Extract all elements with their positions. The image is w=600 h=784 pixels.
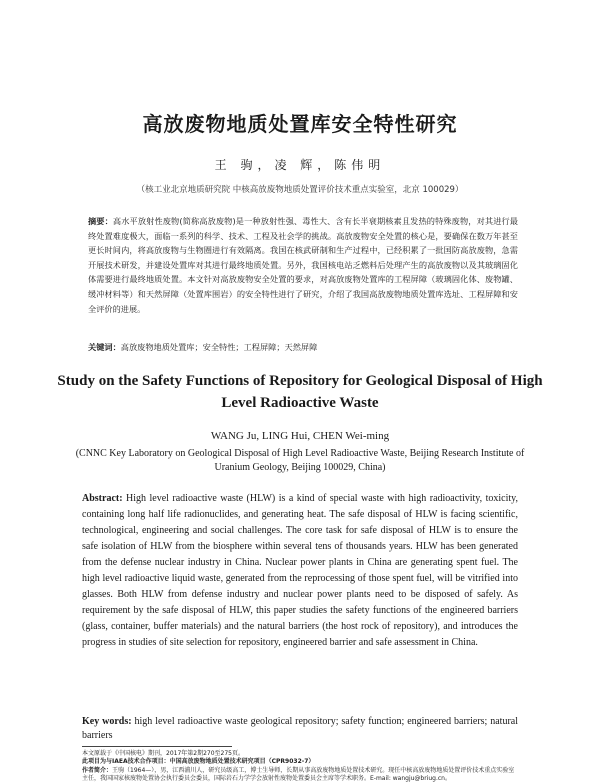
english-abstract [82,491,518,651]
chinese-keywords [88,342,518,353]
english-abstract-label: Abstract: [82,493,123,504]
chinese-abstract [88,214,518,316]
english-keywords-text: high level radioactive waste geological repository; safety function; engineered barriers; natural barriers [82,716,519,741]
footnote-author-bio [82,767,518,784]
english-keywords-label: Key words: [82,716,132,727]
chinese-affiliation: （核工业北京地质研究院 中核高放废物地质处置评价技术重点实验室，北京 100029） [136,185,464,195]
footnotes [82,750,518,784]
footnote-author-bio-text: 王驹（1964—），男，江西浦川人，研究员级高工，博士生导师，长期从事高放废物地质处置技术研究。现任中核高放废物地质处置评价技术重点实验室主任，我国国家核废物处置协会执行委员会委员，国际岩石力学学会放射性废物处置委员会主席等学术职务。E-mail: wangju@briug.cn。 [82,766,515,783]
footnote-funding: 此项目为与IAEA技术合作项目：中国高放废物地质处置技术研究项目（CPR9032-7） [82,758,315,766]
footnote-source: 本文原载于《中国核电》期刊，2017年第2期270至275页。 [82,750,244,757]
chinese-authors: 王 驹，凌 辉，陈伟明 [214,158,386,172]
english-authors: WANG Ju, LING Hui, CHEN Wei-ming [210,430,390,442]
chinese-keywords-text: 高放废物地质处置库；安全特性；工程屏障；天然屏障 [120,342,318,352]
chinese-title: 高放废物地质处置库安全特性研究 [142,112,458,136]
english-title: Study on the Safety Functions of Repository for Geological Disposal of High Level Radioactive Waste [57,373,543,411]
english-abstract-text: High level radioactive waste (HLW) is a kind of special waste with high radioactivity, toxicity, containing long half life radionuclides, and generating heat. The safe disposal of HLW is facing scientific, technological, engineering and social challenges. The core task for safe disposal of HLW is to ensure the safe isolation of HLW from the biosphere within several tens of thousands years. HLW has been generated from the defense nuclear industry in China. Nuclear power plants in China are generating spent fuel. The high level radioactive liquid waste, generated from the reprocessing of those spent fuel, will be vitrified into glasses. Both HLW from defense industry and nuclear power plants need to be disposed of safely. As requirement by the safe disposal of HLW, this paper studies the safety functions of the engineered barriers (glass, container, buffer materials) and the natural barriers (the host rock of repository), and introduces the progress in studies of site selection for repository, engineered barrier and safe assessment in China. [82,493,519,648]
footnote-divider [82,746,232,747]
english-affiliation: (CNNC Key Laboratory on Geological Disposal of High Level Radioactive Waste, Beijing Research Institute of Uranium Geology, Beijing 100029, China) [75,448,525,473]
chinese-abstract-text: 高水平放射性废物(简称高放废物)是一种放射性强、毒性大、含有长半衰期核素且发热的特殊废物，对其进行最终处置难度极大，面临一系列的科学、技术、工程及社会学的挑战。高放废物安全处置的核心是，要确保在数万年甚至更长时间内，将高放废物与生物圈进行有效隔离。我国在核武研制和生产过程中，已经积累了一批国防高放废物，急需开展技术研发，并建设处置库对其进行最终地质处置。另外，我国核电站乏燃料后处理产生的高放废物以及其玻璃固化体需要进行最终地质处置。本文针对高放废物安全处置的要求，对高放废物处置库的工程屏障（玻璃固化体、废物罐、缓冲材料等）和天然屏障（处置库围岩）的安全特性进行了研究，介绍了我国高放废物地质处置库选址、工程屏障和安全评价的进展。 [88,216,518,314]
chinese-keywords-label: 关键词： [88,342,121,352]
english-keywords [82,715,518,743]
chinese-abstract-label: 摘要： [88,216,113,226]
footnote-author-bio-label: 作者简介： [82,766,113,774]
